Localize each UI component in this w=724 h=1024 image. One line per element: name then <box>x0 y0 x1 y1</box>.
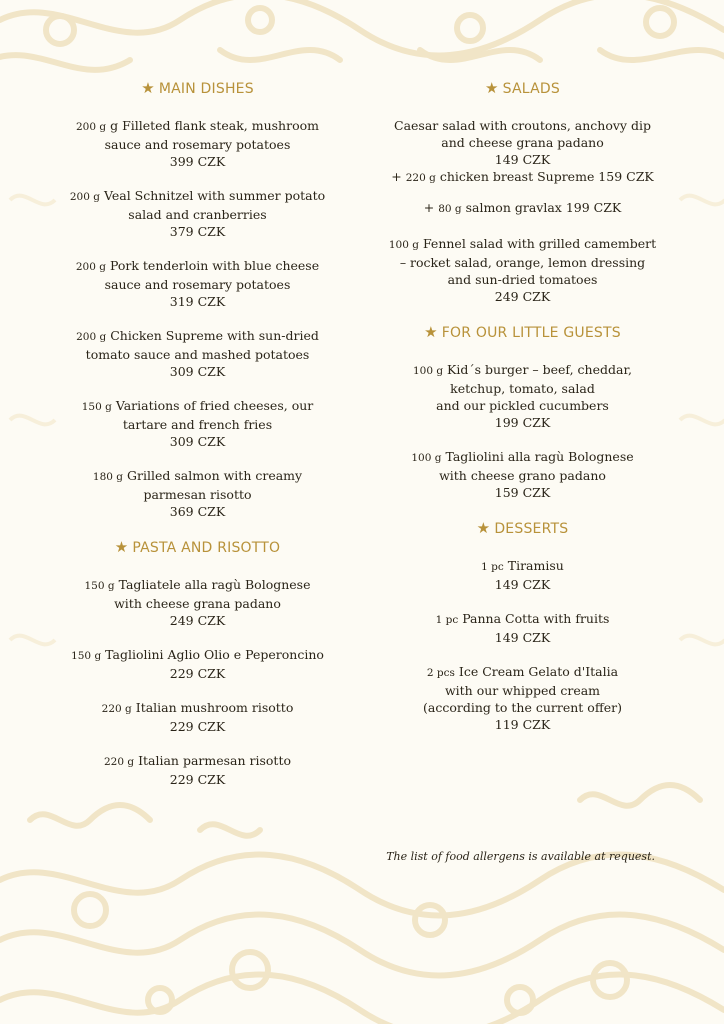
menu-item: 150 g Tagliolini Aglio Olio e Peperoncino 229 CZK <box>71 647 324 681</box>
menu-item-addon: + 80 g salmon gravlax 199 CZK <box>423 200 622 215</box>
star-icon: ★ <box>476 519 491 537</box>
salads-section <box>370 78 675 305</box>
salads-heading: ★ SALADS <box>485 79 560 97</box>
menu-item: 200 g Pork tenderloin with blue cheese sauce and rosemary potatoes 319 CZK <box>75 258 320 309</box>
pasta-risotto-section <box>40 537 355 788</box>
menu-item: 200 g g Filleted flank steak, mushroom sauce and rosemary potatoes 399 CZK <box>76 118 319 169</box>
menu-item: 200 g Chicken Supreme with sun-dried tomato sauce and mashed potatoes 309 CZK <box>76 328 319 379</box>
menu-item: 150 g Variations of fried cheeses, our tartare and french fries 309 CZK <box>81 398 314 449</box>
allergen-note: The list of food allergens is available at request. <box>386 850 655 863</box>
desserts-heading: ★ DESSERTS <box>476 519 569 537</box>
menu-item: 1 pc Tiramisu 149 CZK <box>481 558 564 592</box>
right-column <box>370 78 675 750</box>
main-dishes-heading: ★ MAIN DISHES <box>141 79 254 97</box>
left-column <box>40 78 355 805</box>
menu-item: 150 g Tagliatele alla ragù Bolognese with cheese grana padano 249 CZK <box>84 577 311 628</box>
menu-item: 180 g Grilled salmon with creamy parmesan risotto 369 CZK <box>92 468 303 519</box>
little-guests-section <box>370 322 675 501</box>
menu-item: 100 g Kid´s burger – beef, cheddar, ketchup, tomato, salad and our pickled cucumbers 199 CZK <box>412 362 633 430</box>
desserts-section <box>370 518 675 733</box>
menu-item: 200 g Veal Schnitzel with summer potato salad and cranberries 379 CZK <box>69 188 326 239</box>
star-icon: ★ <box>424 323 438 341</box>
pasta-risotto-heading: ★ PASTA AND RISOTTO <box>114 538 281 556</box>
little-guests-heading: ★ FOR OUR LITTLE GUESTS <box>424 323 621 341</box>
star-icon: ★ <box>141 79 155 97</box>
star-icon: ★ <box>485 79 499 97</box>
menu-item: 220 g Italian mushroom risotto 229 CZK <box>101 700 294 734</box>
main-dishes-section <box>40 78 355 520</box>
menu-item: 100 g Tagliolini alla ragù Bolognese with cheese grano padano 159 CZK <box>411 449 634 500</box>
star-icon: ★ <box>114 538 129 556</box>
menu-item: 1 pc Panna Cotta with fruits 149 CZK <box>435 611 610 645</box>
menu-item: 2 pcs Ice Cream Gelato d'Italia with our whipped cream (according to the current offer) 119 CZK <box>423 664 622 732</box>
menu-item: 220 g Italian parmesan risotto 229 CZK <box>103 753 292 787</box>
menu-item: Caesar salad with croutons, anchovy dip and cheese grana padano 149 CZK + 220 g chicken breast Supreme 159 CZK <box>391 118 654 184</box>
menu-item: 100 g Fennel salad with grilled camembert – rocket salad, orange, lemon dressing and sun-dried tomatoes 249 CZK <box>388 236 657 304</box>
